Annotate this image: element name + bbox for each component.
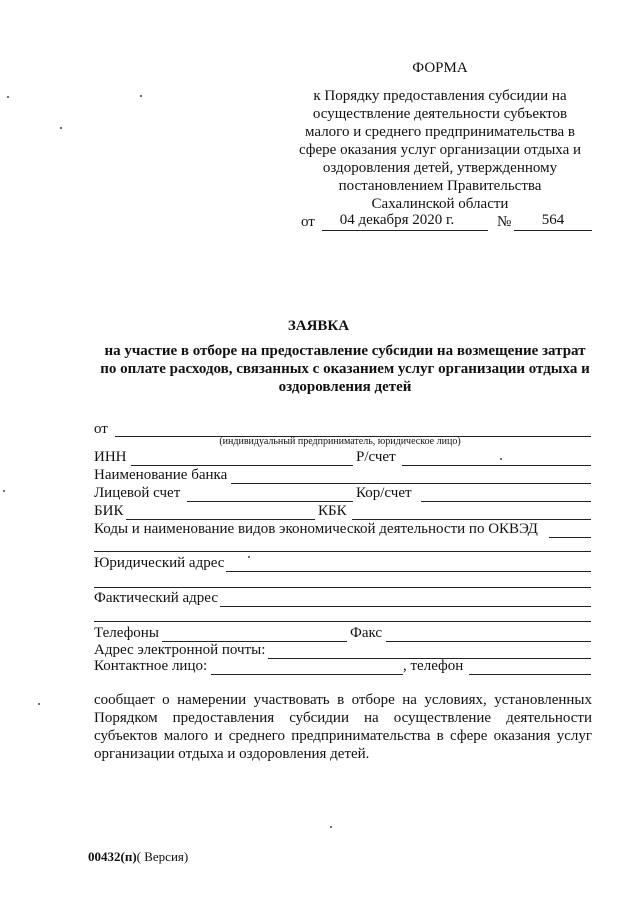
inn-label: ИНН <box>94 449 127 465</box>
okved-field[interactable] <box>549 537 591 538</box>
okved-label: Коды и наименование видов экономической деятельности по ОКВЭД <box>94 521 538 537</box>
footer-version: ( Версия) <box>136 849 189 864</box>
number-underline <box>514 230 592 231</box>
actual-address-field[interactable] <box>220 606 591 607</box>
application-title: ЗАЯВКА <box>287 318 350 334</box>
header-line-3: малого и среднего предпринимательства в <box>305 124 575 140</box>
scan-speck <box>330 826 332 828</box>
header-number: 564 <box>541 212 565 228</box>
bik-field[interactable] <box>126 519 315 520</box>
header-line-1: к Порядку предоставления субсидии на <box>313 88 567 104</box>
scan-speck <box>248 556 250 558</box>
kbk-label: КБК <box>318 503 347 519</box>
scan-speck <box>38 703 40 705</box>
header-line-2: осуществление деятельности субъектов <box>312 106 568 122</box>
header-line-4: сфере оказания услуг организации отдыха и <box>298 142 582 158</box>
date-underline <box>322 230 488 231</box>
header-date: 04 декабря 2020 г. <box>339 212 455 228</box>
corr-account-label: Кор/счет <box>356 485 412 501</box>
applicant-hint: (индивидуальный предприниматель, юридическое лицо) <box>219 436 461 447</box>
account-label: Р/счет <box>356 449 396 465</box>
contact-label: Контактное лицо: <box>94 658 208 674</box>
okved-field-continued[interactable] <box>94 551 591 552</box>
legal-address-field-continued[interactable] <box>94 587 591 588</box>
fax-field[interactable] <box>386 641 591 642</box>
corr-account-field[interactable] <box>421 501 591 502</box>
header-line-6: постановлением Правительства <box>338 178 542 194</box>
bank-name-label: Наименование банка <box>94 467 228 483</box>
statement-line-2: Порядком предоставления субсидии на осуществление деятельности <box>94 710 592 726</box>
statement-line-1: сообщает о намерении участвовать в отборе на условиях, установленных <box>94 692 592 708</box>
phones-label: Телефоны <box>94 625 159 641</box>
actual-address-field-continued[interactable] <box>94 621 591 622</box>
applicant-from-label: от <box>94 421 108 437</box>
application-subtitle-1: на участие в отборе на предоставление субсидии на возмещение затрат <box>104 343 586 359</box>
scan-speck <box>3 490 5 492</box>
footer-code-line <box>88 849 188 865</box>
bank-name-field[interactable] <box>231 483 591 484</box>
legal-address-field[interactable] <box>226 571 591 572</box>
inn-field[interactable] <box>131 465 353 466</box>
fax-label: Факс <box>350 625 383 641</box>
footer-code: 00432(п) <box>88 849 137 864</box>
contact-field[interactable] <box>211 674 403 675</box>
statement-line-3: субъектов малого и среднего предпринимательства в сфере оказания услуг <box>94 728 592 744</box>
legal-address-label: Юридический адрес <box>94 555 225 571</box>
personal-account-field[interactable] <box>187 501 353 502</box>
application-subtitle-2: по оплате расходов, связанных с оказанием услуг организации отдыха и <box>100 361 590 377</box>
header-line-5: оздоровления детей, утвержденному <box>322 160 558 176</box>
header-from-label: от <box>301 214 315 230</box>
actual-address-label: Фактический адрес <box>94 590 218 606</box>
statement-line-4: организации отдыха и оздоровления детей. <box>94 746 370 762</box>
scan-speck <box>140 95 142 97</box>
scan-speck <box>60 127 62 129</box>
contact-phone-label: , телефон <box>403 658 464 674</box>
header-number-label: № <box>497 214 512 230</box>
scan-speck <box>500 458 502 460</box>
personal-account-label: Лицевой счет <box>94 485 181 501</box>
bik-label: БИК <box>94 503 124 519</box>
account-field[interactable] <box>402 465 591 466</box>
form-label: ФОРМА <box>412 60 468 76</box>
contact-phone-field[interactable] <box>469 674 591 675</box>
kbk-field[interactable] <box>352 519 591 520</box>
scan-speck <box>7 96 9 98</box>
header-line-7: Сахалинской области <box>371 196 509 212</box>
email-label: Адрес электронной почты: <box>94 642 266 658</box>
application-subtitle-3: оздоровления детей <box>278 379 412 395</box>
